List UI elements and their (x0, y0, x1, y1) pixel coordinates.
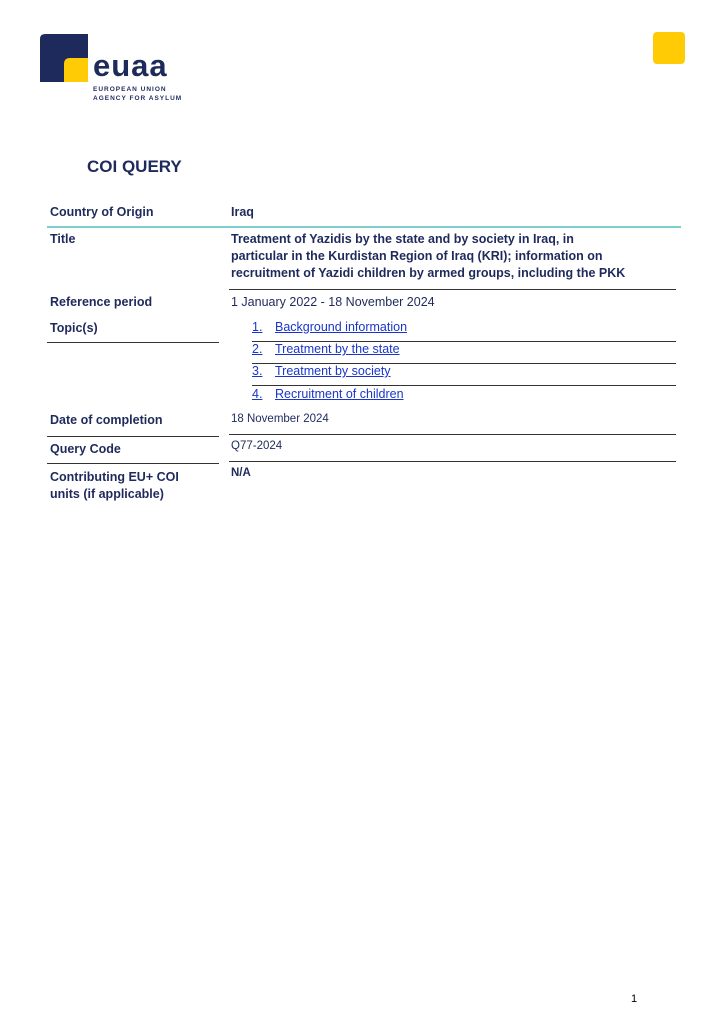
query-value-divider (229, 461, 676, 462)
query-label-divider (47, 463, 219, 464)
title-value-line-2: particular in the Kurdistan Region of Iraq (KRI); information on (231, 249, 603, 263)
date-label: Date of completion (50, 413, 163, 427)
topic-link-treatment-by-society[interactable]: Treatment by society (275, 364, 391, 378)
topic-number: 2. (252, 342, 263, 356)
reference-label: Reference period (50, 295, 153, 309)
logo-wordmark: euaa (93, 48, 168, 83)
topic-item[interactable] (252, 386, 676, 408)
logo-subtitle-line-1: EUROPEAN UNION (93, 86, 167, 93)
topics-label-divider (47, 342, 219, 343)
logo-subtitle-line-2: AGENCY FOR ASYLUM (93, 95, 183, 102)
topic-link-treatment-by-state[interactable]: Treatment by the state (275, 342, 400, 356)
date-value-divider (229, 434, 676, 435)
page-number: 1 (631, 993, 638, 1005)
topic-number: 4. (252, 387, 263, 401)
query-value: Q77-2024 (231, 440, 283, 452)
title-value-line-1: Treatment of Yazidis by the state and by society in Iraq, in (231, 232, 574, 246)
contributing-label-line-2: units (if applicable) (50, 487, 164, 501)
topic-link-recruitment-of-children[interactable]: Recruitment of children (275, 387, 404, 401)
reference-value: 1 January 2022 - 18 November 2024 (231, 295, 435, 309)
date-label-divider (47, 436, 219, 437)
contributing-label-line-1: Contributing EU+ COI (50, 470, 179, 484)
country-value: Iraq (231, 205, 254, 219)
corner-accent-square (653, 32, 685, 64)
topic-item[interactable] (252, 341, 676, 364)
euaa-logo-mark-icon (40, 34, 88, 82)
contributing-value: N/A (231, 467, 251, 479)
title-value-line-3: recruitment of Yazidi children by armed groups, including the PKK (231, 266, 626, 280)
title-row-divider (229, 289, 676, 290)
country-label: Country of Origin (50, 205, 154, 219)
euaa-logo (40, 34, 190, 106)
header-divider (47, 226, 681, 228)
query-label: Query Code (50, 442, 121, 456)
page-title: COI QUERY (87, 157, 182, 176)
topic-link-background-information[interactable]: Background information (275, 320, 408, 334)
date-value: 18 November 2024 (231, 413, 329, 425)
topic-number: 3. (252, 364, 263, 378)
contributing-label (50, 469, 179, 503)
title-label: Title (50, 232, 76, 246)
title-value (231, 231, 681, 282)
topic-item[interactable] (252, 363, 676, 386)
logo-subtitle (93, 85, 182, 103)
topic-number: 1. (252, 320, 263, 334)
topic-item[interactable] (252, 319, 676, 342)
topics-label: Topic(s) (50, 321, 98, 335)
